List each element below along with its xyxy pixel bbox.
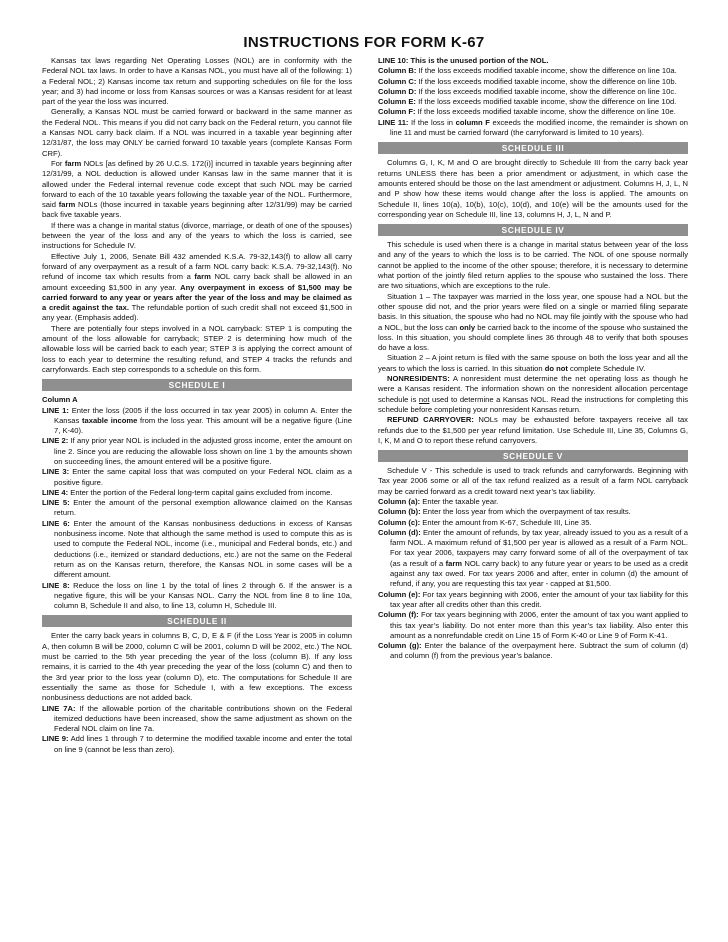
column-f-instruction: Column F: If the loss exceeds modified taxable income, show the difference on line 10e. <box>378 107 676 117</box>
left-column <box>42 56 352 755</box>
column-e-lower-instruction: Column (e): For tax years beginning with 2006, enter the amount of your tax liability for this tax year after all credits other than this credit. <box>378 589 688 609</box>
column-d-lower-instruction: Column (d): Enter the amount of refunds, by tax year, already issued to you as a result of a farm NOL. A maximum refund of $1,500 per year is allowed as a result of a Farm NOL. For tax year 2006, taxpayers may carry forward some of all of the overpayment of tax (as a result of a farm NOL carry back) to any future year or years to be used as a credit against any tax owed. For tax years 2006 and after, enter in column (d) the amount of refund, if any, you are requesting this tax year - capped at $1,500. <box>378 527 688 589</box>
column-b-lower-instruction: Column (b): Enter the loss year from which the overpayment of tax results. <box>378 507 631 517</box>
line-7a-instruction: LINE 7A: If the allowable portion of the charitable contributions shown on the Federal itemized deductions have been increased, show the same adjustment as shown on the Federal NOL claim on line 7a. <box>42 703 352 734</box>
schedule-2-text: Enter the carry back years in columns B, C, D, E & F (if the Loss Year is 2005 in column A, then column B will be 2000, column C will be 2001, column D will be 2002, etc.) The NOL must be carried to the 5th year preceding the year of the loss (column B). If any loss remains, it is carried to the 4th year preceding the year of the loss (column C) and then to the 3rd year prior to the loss year (column D), etc. The computations for Schedule II are essentially the same as those for Schedule I, with a few exceptions. The excess nonbusiness deductions are not added back. <box>42 631 352 703</box>
column-b-instruction: Column B: If the loss exceeds modified taxable income, show the difference on line 10a. <box>378 66 677 76</box>
column-c-instruction: Column C: If the loss exceeds modified taxable income, show the difference on line 10b. <box>378 76 677 86</box>
intro-paragraph-1: Kansas tax laws regarding Net Operating Losses (NOL) are in conformity with the Federal NOL tax laws. In order to have a Kansas NOL, you must have all of the following: 1) a Federal NOL; 2) Kansas income tax return and supporting schedules on file for the loss year; and 3) had income or loss from Kansas sources or was a Kansas resident for at least part of the year the loss was incurred. <box>42 56 352 107</box>
schedule-5-header: SCHEDULE V <box>378 450 688 462</box>
intro-paragraph-2: Generally, a Kansas NOL must be carried forward or backward in the same manner as the Federal NOL. This means if you did not carry back on the Federal return, you cannot file a Kansas NOL carry back claim. If a NOL was incurred in a taxable year beginning after 12/31/87, the loss may ONLY be carried forward 10 taxable years (complete Kansas Form CRF). <box>42 107 352 158</box>
intro-paragraph-3: For farm NOLs [as defined by 26 U.C.S. 172(i)] incurred in taxable years beginning after 12/31/99, a NOL deduction is allowed under Kansas law in the same manner that it is allowed under the Federal internal revenue code except that such NOL may be carried forward to each of the 10 taxable years following the taxable year of the NOL. Furthermore, said farm NOLs (those incurred in taxable years beginning after 12/31/99) may be carried back five taxable years. <box>42 158 352 220</box>
schedule-1-header: SCHEDULE I <box>42 379 352 391</box>
right-column <box>378 56 688 662</box>
refund-carryover-text: REFUND CARRYOVER: NOLs may be exhausted before taxpayers receive all tax refunds due to the $1,500 per year refund limitation. Use Schedule III, Line 35, Columns G, I, K, M and O to report these refund carryovers. <box>378 415 688 445</box>
line-6-instruction: LINE 6: Enter the amount of the Kansas nonbusiness deductions in excess of Kansas nonbusiness income. Note that although the same method is used to compute this as is used to compute the Federal NOL, income (i.e., municipal and Federal bonds, etc.) and deductions (i.e., itemized or standard deductions, etc.) are not the same on the Federal return as on the Kansas return, therefore, the Kansas NOL in some cases will be a different amount. <box>42 518 352 580</box>
column-d-instruction: Column D: If the loss exceeds modified taxable income, show the difference on line 10c. <box>378 86 677 96</box>
intro-paragraph-5: Effective July 1, 2006, Senate Bill 432 amended K.S.A. 79-32,143(f) to allow all carry forward of any overpayment as a result of a farm NOL carry back: K.S.A. 79-32,143(f). No refund of income tax which results from a farm NOL carry back shall be allowed in an amount exceeding $1,500 in any year. Any overpayment in excess of $1,500 may be carried forward to any year or years after the year of the loss and may be claimed as a credit against the tax. The refundable portion of such credit shall not exceed $1,500 in any year. (Emphasis added). <box>42 251 352 323</box>
schedule-2-header: SCHEDULE II <box>42 615 352 627</box>
line-11-instruction: LINE 11: If the loss in column F exceeds the modified income, the remainder is shown on line 11 and must be carried forward (the carryforward is limited to 10 years). <box>378 117 688 138</box>
line-2-instruction: LINE 2: If any prior year NOL is included in the adjusted gross income, enter the amount on line 2. Since you are reducing the allowable loss shown on line 1 by the amounts shown on succeeding lines, the amount entered will be a positive figure. <box>42 436 352 466</box>
schedule-4-text: This schedule is used when there is a change in marital status between year of the loss and any of the years to which the loss is to be carried. The NOL of one spouse normally cannot be applied to the income of the other spouse; therefore, it is necessary to determine what portion of the jointly filed return applies to the spouse who sustained the loss. There are two situations, which are exceptions to the rule. <box>378 240 688 291</box>
line-4-instruction: LINE 4: Enter the portion of the Federal long-term capital gains excluded from income. <box>42 487 333 497</box>
line-10-instruction: LINE 10: This is the unused portion of the NOL. <box>378 56 549 65</box>
schedule-3-header: SCHEDULE III <box>378 142 688 154</box>
line-1-instruction: LINE 1: Enter the loss (2005 if the loss occurred in tax year 2005) in column A. Enter the Kansas taxable income from the loss year. This amount will be a negative figure (Line 7, K-40). <box>42 405 352 436</box>
nonresidents-text: NONRESIDENTS: A nonresident must determine the net operating loss as though he were a Kansas resident. The information shown on the nonresident allocation percentage schedule is not used to determine a Kansas NOL. Read the instructions for completing this schedule before completing your nonresident Kansas return. <box>378 374 688 414</box>
column-c-lower-instruction: Column (c): Enter the amount from K-67, Schedule III, Line 35. <box>378 517 592 527</box>
column-a-instruction: Column (a): Enter the taxable year. <box>378 496 499 506</box>
line-8-instruction: LINE 8: Reduce the loss on line 1 by the total of lines 2 through 6. If the answer is a negative figure, this will be your Kansas NOL. Carry the NOL from line 8 to line 10a, column B, Schedule II and also, to line 13, column H, Schedule III. <box>42 580 352 611</box>
column-g-instruction: Column (g): Enter the balance of the overpayment here. Subtract the sum of column (d) and column (f) from the previous year’s balance. <box>378 641 688 661</box>
column-a-label: Column A <box>42 395 78 405</box>
line-3-instruction: LINE 3: Enter the same capital loss that was computed on your Federal NOL claim as a positive figure. <box>42 467 352 487</box>
intro-paragraph-4: If there was a change in marital status (divorce, marriage, or death of one of the spouses) between the year of the loss and any of the years to which the loss is carried, see instructions for Schedule IV. <box>42 220 352 251</box>
intro-paragraph-6: There are potentially four steps involved in a NOL carryback: STEP 1 is computing the amount of the loss allowable for carryback; STEP 2 is determining how much of the allowable loss will be carried back to each year; STEP 3 is applying the correct amount of loss to each year to determine the resulting refund, and STEP 4 tracks the refunds and carryforwards. Each step corresponds to a schedule on this form. <box>42 323 352 374</box>
column-f-lower-instruction: Column (f): For tax years beginning with 2006, enter the amount of tax you want applied to this tax year’s liability. Do not enter more than this year’s tax liability. Also enter this amount as a nonrefundable credit on Line 15 of Form K-40 or Line 9 of Form K-41. <box>378 610 688 640</box>
schedule-3-text: Columns G, I, K, M and O are brought directly to Schedule III from the carry back year returns UNLESS there has been a prior amendment or adjustment, in which case the amounts entered should be those on the last amendment or adjustment. Columns H, J, L, N and P show how these items would change after the loss is applied. The amounts on Schedule II, lines 10(a), 10(b), 10(c), 10(d), and 10(e) will be the amounts used for the corresponding year on Schedule III, line 13, columns H, J, L, N and P. <box>378 158 688 219</box>
column-e-instruction: Column E: If the loss exceeds modified taxable income, show the difference on line 10d. <box>378 97 677 107</box>
schedule-5-text: Schedule V - This schedule is used to track refunds and carryforwards. Beginning with Tax year 2006 some or all of the tax refund realized as a result of a farm NOL carryback may be carried forward as a credit toward next year’s tax liability. <box>378 466 688 496</box>
line-5-instruction: LINE 5: Enter the amount of the personal exemption allowance claimed on the Kansas return. <box>42 498 352 518</box>
situation-2-text: Situation 2 – A joint return is filed with the same spouse on both the loss year and all the years to which the loss is carried. In this situation do not complete Schedule IV. <box>378 353 688 373</box>
situation-1-text: Situation 1 – The taxpayer was married in the loss year, one spouse had a NOL but the other spouse did not, and the prior years were filed on a single or married filing separate basis. In this situation, the spouse who had no NOL may file jointly with the spouse who had a NOL, but the loss can only be carried back to the income of the spouse who sustained the loss. In this situation, you should complete lines 36 through 48 to verify that both spouses do have a loss. <box>378 291 688 353</box>
line-9-instruction: LINE 9: Add lines 1 through 7 to determine the modified taxable income and enter the total on line 9 (cannot be less than zero). <box>42 734 352 754</box>
page-title: INSTRUCTIONS FOR FORM K-67 <box>243 34 485 51</box>
schedule-4-header: SCHEDULE IV <box>378 224 688 236</box>
